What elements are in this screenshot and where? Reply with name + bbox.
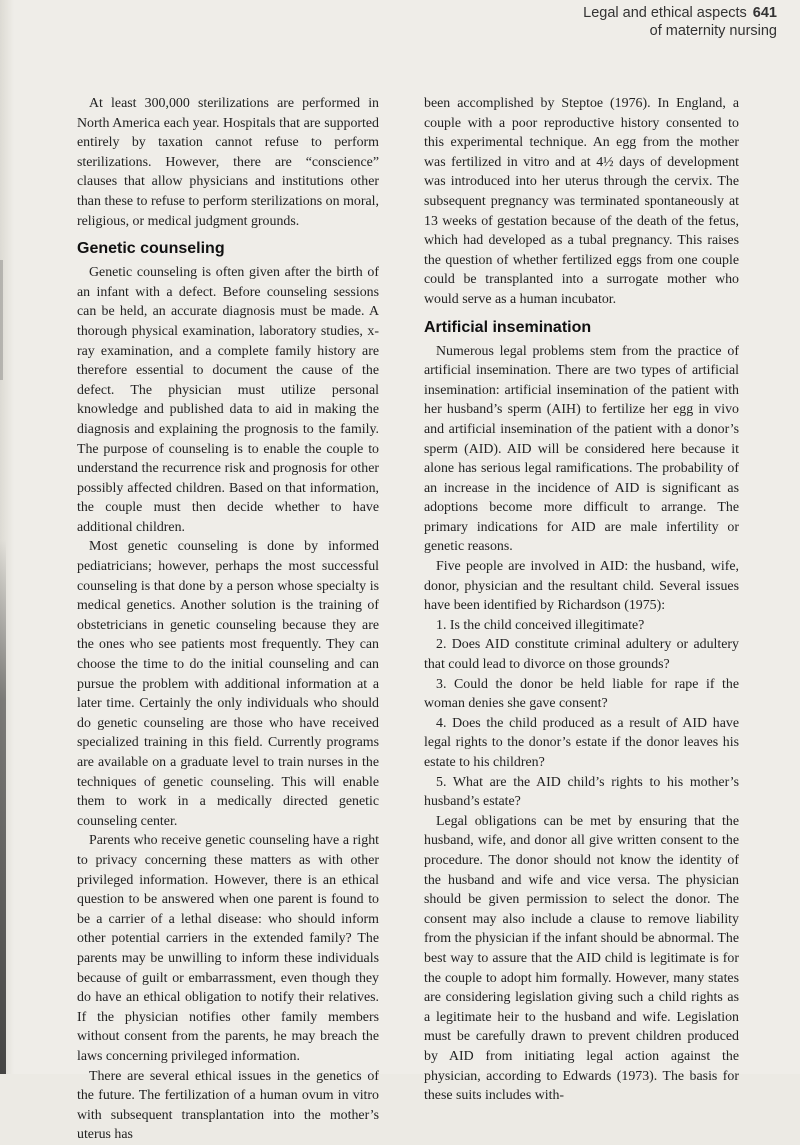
- list-item: 2. Does AID constitute criminal adultery or adultery that could lead to divorce on those grounds?: [424, 637, 739, 673]
- paragraph: At least 300,000 sterilizations are performed in North America each year. Hospitals that are supported entirely by taxation cannot refuse to perform sterilizations. However, there are “conscience” clauses that allow physicians and institutions other than these to refuse to perform sterilizations on moral, religious, or medical judgment grounds.: [77, 96, 379, 229]
- section-heading-artificial-insemination: Artificial insemination: [424, 318, 592, 336]
- header-line-2: of maternity nursing: [649, 23, 777, 39]
- list-item: 5. What are the AID child’s rights to his mother’s husband’s estate?: [424, 774, 739, 810]
- paragraph: There are several ethical issues in the genetics of the future. The fertilization of a human ovum in vitro with subsequent transplantation into the mother’s uterus has: [77, 1068, 379, 1143]
- paragraph: Numerous legal problems stem from the practice of artificial insemination. There are two types of artificial insemination: artificial insemination of the patient with her husband’s sperm (AIH) to fertilize her egg in vivo and artificial insemination of the patient with a donor’s sperm (AID). AID will be considered here because it alone has serious legal ramifications. The probability of an increase in the incidence of AID is significant as adoptions become more difficult to arrange. The primary indications for AID are male infertility or genetic reasons.: [424, 343, 739, 555]
- header-title: Legal and ethical aspects: [583, 5, 747, 21]
- header-line-1: [583, 4, 777, 22]
- list-item: 1. Is the child conceived illegitimate?: [436, 617, 645, 633]
- section-heading-genetic-counseling: Genetic counseling: [77, 240, 225, 258]
- list-item: 4. Does the child produced as a result of AID have legal rights to the donor’s estate if the donor leaves his estate to his children?: [424, 715, 739, 770]
- paragraph: Legal obligations can be met by ensuring that the husband, wife, and donor all give written consent to the procedure. The donor should not know the identity of the husband and wife and vice versa. The physician should be given permission to select the donor. The consent may also include a clause to remove liability from the physician if the infant should be abnormal. The best way to assure that the AID child is legitimate is for the couple to adopt him formally. However, many states are considering legislation giving such a child rights as a legitimate heir to the husband and wife. Legislation must be carefully drawn to prevent children produced by AID from initiating legal action against the physician, according to Edwards (1973). The basis for these suits includes with-: [424, 813, 739, 1104]
- left-column: [77, 94, 379, 1145]
- paragraph: Five people are involved in AID: the husband, wife, donor, physician and the resultant child. Several issues have been identified by Richardson (1975):: [424, 559, 739, 614]
- page-edge-shadow: [0, 260, 3, 380]
- running-header: [583, 4, 777, 40]
- binding-edge: [0, 540, 6, 1074]
- paragraph: been accomplished by Steptoe (1976). In England, a couple with a poor reproductive history consented to this experimental technique. An egg from the mother was fertilized in vitro and at 4½ days of development was introduced into her uterus through the cervix. The subsequent pregnancy was terminated spontaneously at 13 weeks of gestation because of the death of the fetus, which had developed as a tubal pregnancy. This raises the question of whether fertilized eggs from one couple could be transplanted into a surrogate mother who would serve as a human incubator.: [424, 96, 739, 307]
- paragraph: Most genetic counseling is done by informed pediatricians; however, perhaps the most successful counseling is that done by a person whose specialty is medical genetics. Another solution is the training of obstetricians in genetic counseling because they are the ones who see patients most frequently. They can choose the time to do the initial counseling and can pursue the problem with additional information at a later time. Certainly the only individuals who should do genetic counseling are those who have received specialized training in this field. Currently programs are available on a graduate level to train nurses in the techniques of genetic counseling. This will enable them to work in a medically directed genetic counseling center.: [77, 539, 379, 829]
- right-column: [424, 94, 739, 1106]
- paragraph: Genetic counseling is often given after the birth of an infant with a defect. Before counseling sessions can be held, an accurate diagnosis must be made. A thorough physical examination, laboratory studies, x-ray examination, and a complete family history are therefore essential to document the cause of the defect. The physician must utilize personal knowledge and published data to aid in making the diagnosis and explaining the prognosis to the family. The purpose of counseling is to enable the couple to understand the recurrence risk and prognosis for other possibly affected children. Based on that information, the couple must then decide whether to have additional children.: [77, 265, 379, 535]
- paragraph: Parents who receive genetic counseling have a right to privacy concerning these matters as with other privileged information. However, there is an ethical question to be answered when one parent is found to be a carrier of a lethal disease: who should inform other potential carriers in the extended family? The parents may be unwilling to inform these individuals because of guilt or embarrassment, even though they do have an ethical obligation to notify their relatives. If the physician notifies other family members without consent from the parents, he may breach the laws concerning privileged information.: [77, 833, 379, 1064]
- page-number: 641: [752, 5, 777, 21]
- list-item: 3. Could the donor be held liable for rape if the woman denies she gave consent?: [424, 676, 739, 712]
